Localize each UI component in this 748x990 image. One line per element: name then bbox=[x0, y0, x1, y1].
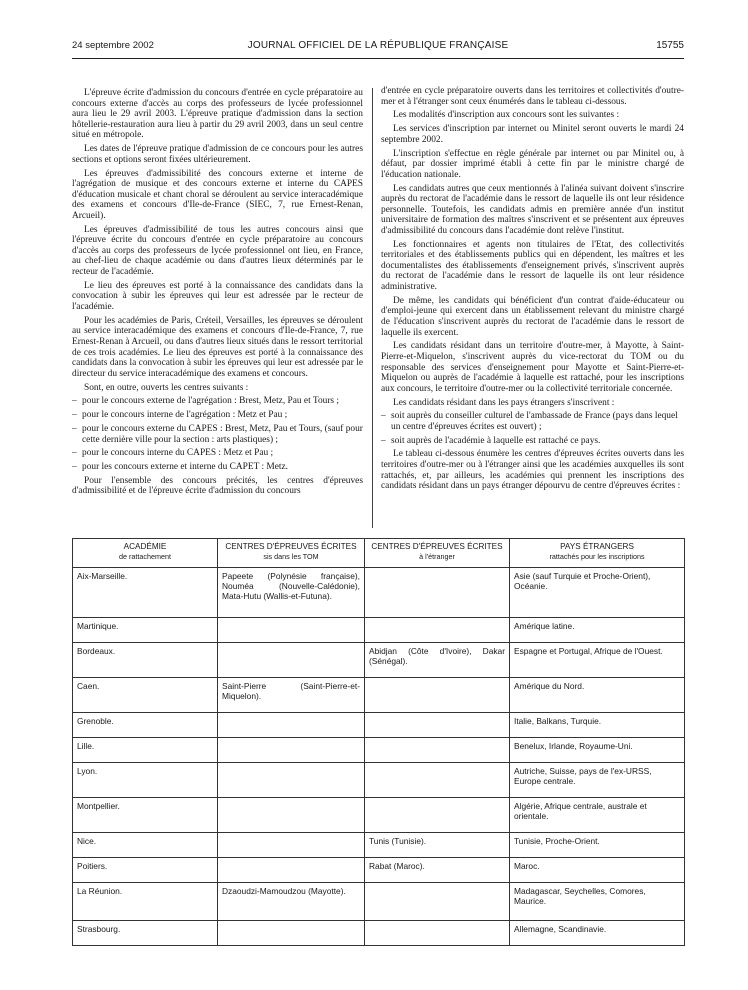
cell-academie: Grenoble. bbox=[73, 713, 218, 738]
page-header bbox=[72, 40, 684, 54]
table-row bbox=[73, 798, 685, 833]
cell-centre-tom bbox=[218, 858, 365, 883]
cell-centre-etranger bbox=[365, 921, 510, 946]
table-row bbox=[73, 713, 685, 738]
cell-academie: Bordeaux. bbox=[73, 643, 218, 678]
list-item: – pour le concours externe du CAPES : Brest, Metz, Pau et Tours, (sauf pour cette dernière ville pour la section : arts plastiques) ; bbox=[72, 423, 363, 445]
right-column bbox=[381, 86, 684, 495]
cell-pays-etrangers: Amérique du Nord. bbox=[510, 678, 685, 713]
left-column bbox=[72, 88, 363, 500]
cell-pays-etrangers: Amérique latine. bbox=[510, 618, 685, 643]
cell-pays-etrangers: Madagascar, Seychelles, Comores, Maurice. bbox=[510, 883, 685, 921]
list-item: – pour le concours interne de l'agrégation : Metz et Pau ; bbox=[72, 410, 288, 421]
cell-centre-etranger: Abidjan (Côte d'Ivoire), Dakar (Sénégal). bbox=[365, 643, 510, 678]
header-academie: ACADÉMIE de rattachement bbox=[73, 539, 218, 568]
list-item: – soit auprès de l'académie à laquelle est rattaché ce pays. bbox=[381, 435, 601, 446]
header-rule bbox=[72, 58, 684, 59]
header-centres-etranger: CENTRES D'ÉPREUVES ÉCRITES à l'étranger bbox=[365, 539, 510, 568]
table-row bbox=[73, 921, 685, 946]
paragraph: L'épreuve écrite d'admission du concours d'entrée en cycle préparatoire au concours externe d'accès au corps des professeurs de lycée professionnel aura lieu le 29 avril 2003. L'épreuve pratique d'admission dans la section hôtellerie-restauration aura lieu à partir du 29 avril 2003, dans un seul centre situé en métropole. bbox=[72, 88, 363, 141]
cell-centre-etranger bbox=[365, 738, 510, 763]
table-row bbox=[73, 763, 685, 798]
header-centres-tom: CENTRES D'ÉPREUVES ÉCRITES sis dans les TOM bbox=[218, 539, 365, 568]
paragraph: Le tableau ci-dessous énumère les centres d'épreuves écrites ouverts dans les territoires d'outre-mer ou à l'étranger ainsi que les académies auxquelles ils sont rattachés, et, par ailleurs, les académies qui prennent les inscriptions des candidats résidant dans un pays étranger dépourvu de centre d'épreuves écrites : bbox=[381, 449, 684, 492]
cell-centre-tom bbox=[218, 763, 365, 798]
cell-centre-tom bbox=[218, 713, 365, 738]
paragraph: Les candidats autres que ceux mentionnés à l'alinéa suivant doivent s'inscrire auprès du rectorat de l'académie dans le ressort de laquelle ils ont leur résidence personnelle. Toutefois, les candidats admis en première année d'un institut universitaire de formation des maîtres s'inscrivent et se présentent aux épreuves d'admissibilité du concours dans l'académie dont relève l'institut. bbox=[381, 183, 684, 236]
paragraph: Les fonctionnaires et agents non titulaires de l'Etat, des collectivités territoriales et des établissements publics qui en dépendent, les maîtres et les documentalistes des établissements d'enseignement privés, s'inscrivent auprès du rectorat de l'académie dans le ressort de laquelle ils ont leur résidence administrative. bbox=[381, 239, 684, 293]
paragraph: De même, les candidats qui bénéficient d'un contrat d'aide-éducateur ou d'emploi-jeune qui exercent dans un établissement relevant du ministre chargé de l'éducation s'inscrivent auprès du rectorat de l'académie dans le ressort de laquelle ils exercent. bbox=[381, 295, 684, 338]
cell-centre-tom bbox=[218, 833, 365, 858]
cell-academie: Caen. bbox=[73, 678, 218, 713]
table-row bbox=[73, 643, 685, 678]
cell-centre-etranger: Rabat (Maroc). bbox=[365, 858, 510, 883]
cell-centre-tom bbox=[218, 643, 365, 678]
table-row bbox=[73, 568, 685, 618]
cell-academie: Lille. bbox=[73, 738, 218, 763]
cell-pays-etrangers: Tunisie, Proche-Orient. bbox=[510, 833, 685, 858]
cell-centre-tom: Saint-Pierre (Saint-Pierre-et-Miquelon). bbox=[218, 678, 365, 713]
table-row bbox=[73, 883, 685, 921]
paragraph: Les services d'inscription par internet ou Minitel seront ouverts le mardi 24 septembre 2002. bbox=[381, 124, 684, 145]
cell-academie: Poitiers. bbox=[73, 858, 218, 883]
table-row bbox=[73, 678, 685, 713]
cell-academie: Martinique. bbox=[73, 618, 218, 643]
cell-pays-etrangers: Algérie, Afrique centrale, australe et orientale. bbox=[510, 798, 685, 833]
cell-academie: Strasbourg. bbox=[73, 921, 218, 946]
cell-pays-etrangers: Allemagne, Scandinavie. bbox=[510, 921, 685, 946]
cell-centre-etranger bbox=[365, 798, 510, 833]
cell-centre-etranger bbox=[365, 883, 510, 921]
list-item: – pour le concours interne du CAPES : Metz et Pau ; bbox=[72, 448, 274, 459]
cell-centre-etranger: Tunis (Tunisie). bbox=[365, 833, 510, 858]
cell-centre-tom bbox=[218, 618, 365, 643]
paragraph: Les candidats résidant dans les pays étrangers s'inscrivent : bbox=[393, 397, 615, 408]
cell-centre-tom bbox=[218, 921, 365, 946]
cell-centre-etranger bbox=[365, 678, 510, 713]
paragraph: Pour les académies de Paris, Créteil, Versailles, les épreuves se déroulent au service interacadémique des examens et concours d'Ile-de-France, 7, rue Ernest-Renan à Arcueil, ou dans d'autres lieux situés dans le ressort territorial de ces trois académies. Le lieu des épreuves est porté à la connaissance des candidats dans la convocation à subir les épreuves qui leur est adressée par le directeur du service interacadémique des examens et concours. bbox=[72, 315, 363, 379]
cell-pays-etrangers: Maroc. bbox=[510, 858, 685, 883]
header-date: 24 septembre 2002 bbox=[72, 40, 154, 51]
cell-centre-etranger bbox=[365, 618, 510, 643]
cell-centre-etranger bbox=[365, 763, 510, 798]
centres-table bbox=[72, 538, 685, 946]
paragraph: d'entrée en cycle préparatoire ouverts dans les territoires et collectivités d'outre-mer et à l'étranger sont ceux énumérés dans le tableau ci-dessous. bbox=[381, 86, 684, 107]
table-header-row bbox=[73, 539, 685, 568]
column-separator bbox=[372, 88, 373, 528]
cell-academie: Aix-Marseille. bbox=[73, 568, 218, 618]
paragraph: Les candidats résidant dans un territoire d'outre-mer, à Mayotte, à Saint-Pierre-et-Miquelon, s'inscrivent auprès du vice-rectorat du TOM ou du responsable des services d'enseignement pour Mayotte et Saint-Pierre-et-Miquelon ou auprès de l'académie à laquelle est rattaché, pour les inscriptions aux concours, le territoire d'outre-mer ou la collectivité territoriale concernée. bbox=[381, 341, 684, 394]
cell-pays-etrangers: Italie, Balkans, Turquie. bbox=[510, 713, 685, 738]
paragraph: Les dates de l'épreuve pratique d'admission de ce concours pour les autres sections et options seront fixées ultérieurement. bbox=[72, 144, 363, 165]
cell-centre-tom: Dzaoudzi-Mamoudzou (Mayotte). bbox=[218, 883, 365, 921]
header-pays-etrangers: PAYS ÉTRANGERS rattachés pour les inscriptions bbox=[510, 539, 685, 568]
list-item: – soit auprès du conseiller culturel de l'ambassade de France (pays dans lequel un centre d'épreuves écrites est ouvert) ; bbox=[381, 411, 678, 432]
paragraph: Sont, en outre, ouverts les centres suivants : bbox=[84, 382, 249, 393]
cell-centre-etranger bbox=[365, 713, 510, 738]
table-row bbox=[73, 738, 685, 763]
page-number: 15755 bbox=[656, 40, 684, 51]
cell-centre-tom bbox=[218, 738, 365, 763]
cell-academie: Nice. bbox=[73, 833, 218, 858]
table-row bbox=[73, 618, 685, 643]
paragraph: Les modalités d'inscription aux concours sont les suivantes : bbox=[393, 110, 620, 121]
cell-pays-etrangers: Autriche, Suisse, pays de l'ex-URSS, Europe centrale. bbox=[510, 763, 685, 798]
cell-academie: Lyon. bbox=[73, 763, 218, 798]
journal-title: JOURNAL OFFICIEL DE LA RÉPUBLIQUE FRANÇAISE bbox=[247, 40, 509, 51]
table-row bbox=[73, 858, 685, 883]
cell-centre-tom: Papeete (Polynésie française), Nouméa (Nouvelle-Calédonie), Mata-Hutu (Wallis-et-Futuna). bbox=[218, 568, 365, 618]
cell-academie: La Réunion. bbox=[73, 883, 218, 921]
list-item: – pour le concours externe de l'agrégation : Brest, Metz, Pau et Tours ; bbox=[72, 396, 340, 407]
paragraph: Les épreuves d'admissibilité des concours externe et interne de l'agrégation de musique et des concours externe et interne du CAPES d'éducation musicale et chant choral se déroulent au service interacadémique des examens et concours d'Ile-de-France (SIEC, 7, rue Ernest-Renan, Arcueil). bbox=[72, 168, 363, 221]
list-item: – pour les concours externe et interne du CAPET : Metz. bbox=[72, 462, 289, 473]
cell-academie: Montpellier. bbox=[73, 798, 218, 833]
paragraph: Les épreuves d'admissibilité de tous les autres concours ainsi que l'épreuve écrite du concours d'entrée en cycle préparatoire au concours d'accès au corps des professeurs de lycée professionnel ont lieu, en France, au chef-lieu de chaque académie ou dans d'autres lieux déterminés par le recteur de l'académie. bbox=[72, 224, 363, 278]
table-row bbox=[73, 833, 685, 858]
cell-centre-tom bbox=[218, 798, 365, 833]
paragraph: L'inscription s'effectue en règle générale par internet ou par Minitel ou, à défaut, par dossier imprimé établi à cette fin par le ministre chargé de l'éducation nationale. bbox=[381, 148, 684, 180]
cell-pays-etrangers: Espagne et Portugal, Afrique de l'Ouest. bbox=[510, 643, 685, 678]
cell-pays-etrangers: Benelux, Irlande, Royaume-Uni. bbox=[510, 738, 685, 763]
cell-pays-etrangers: Asie (sauf Turquie et Proche-Orient), Océanie. bbox=[510, 568, 685, 618]
paragraph: Pour l'ensemble des concours précités, les centres d'épreuves d'admissibilité et de l'épreuve écrite d'admission du concours bbox=[72, 475, 363, 497]
paragraph: Le lieu des épreuves est porté à la connaissance des candidats dans la convocation à subir les épreuves qui leur est adressée par le recteur de l'académie. bbox=[72, 280, 363, 313]
cell-centre-etranger bbox=[365, 568, 510, 618]
